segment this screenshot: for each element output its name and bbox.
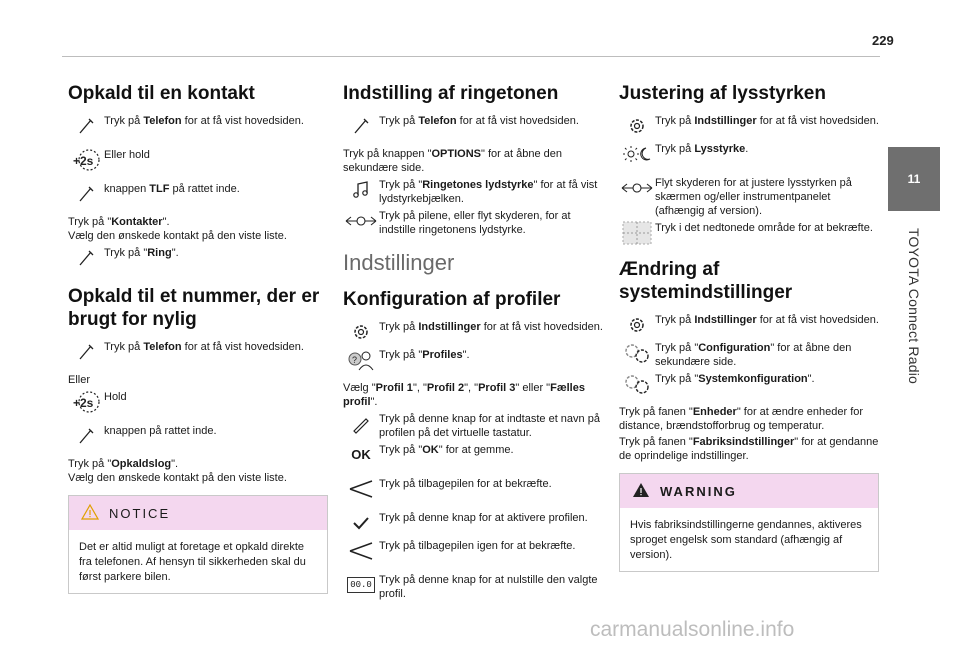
slider-arrows-icon: [619, 175, 655, 201]
svg-text:+2s: +2s: [73, 154, 94, 168]
paragraph: Tryk på "Kontakter". Vælg den ønskede kontakt på den viste liste.: [68, 216, 287, 242]
paragraph: Tryk på fanen "Fabriksindstillinger" for at gendanne de oprindelige indstillinger.: [619, 436, 879, 462]
step-row: Tryk på denne knap for at indtaste et navn på profilen på det virtuelle tastatur.: [343, 411, 603, 440]
chapter-label: [888, 228, 940, 408]
phone-handset-icon: [68, 339, 104, 365]
step-row: Tryk på Indstillinger for at få vist hovedsiden.: [343, 319, 603, 345]
music-note-icon: [343, 177, 379, 203]
step-row: Tryk på "Systemkonfiguration".: [619, 371, 879, 397]
top-divider: [62, 56, 880, 57]
step-row: Tryk på Telefon for at få vist hovedsiden.: [68, 339, 328, 365]
step-row: Tryk på Indstillinger for at få vist hovedsiden.: [619, 113, 879, 139]
warning-box: [619, 473, 879, 572]
paragraph: Tryk på fanen "Enheder" for at ændre enheder for distance, brændstofforbrug og temperatur.: [619, 406, 864, 432]
profiles-icon: [343, 347, 379, 373]
phone-handset-icon: [68, 423, 104, 449]
step-row: Tryk på "Ring".: [68, 245, 328, 271]
heading-brightness: Justering af lysstyrken: [619, 83, 826, 104]
step-row: Tryk på "Ringetones lydstyrke" for at få vist lydstyrkebjælken.: [343, 177, 603, 206]
phone-handset-icon: [68, 113, 104, 139]
back-arrow-icon: [343, 476, 379, 502]
step-row: +2s Hold: [68, 389, 328, 415]
column-3: [619, 82, 879, 572]
paragraph: Vælg "Profil 1", "Profil 2", "Profil 3" eller "Fælles profil".: [343, 382, 585, 408]
press-2s-icon: [68, 389, 104, 415]
gears-icon: [619, 371, 655, 397]
brightness-icon: [619, 141, 655, 167]
chapter-title: TOYOTA Connect Radio: [906, 228, 922, 384]
notice-box: [68, 495, 328, 594]
step-row: Tryk på "Configuration" for at åbne den sekundære side.: [619, 340, 879, 369]
notice-body: Det er altid muligt at foretage et opkald direkte fra telefonen. Af hensyn til sikkerheden skal du først parkere bilen.: [79, 541, 306, 583]
warning-title: WARNING: [660, 483, 737, 499]
heading-settings: Indstillinger: [343, 250, 455, 275]
step-row: Tryk i det nedtonede område for at bekræfte.: [619, 220, 879, 246]
step-row: Flyt skyderen for at justere lysstyrken på skærmen og/eller instrumentpanelet (afhængig af version).: [619, 175, 879, 218]
phone-handset-icon: [68, 181, 104, 207]
pencil-icon: [343, 411, 379, 437]
warning-header: [620, 474, 878, 508]
gears-icon: [619, 340, 655, 366]
checkmark-icon: [343, 510, 379, 536]
step-row: Tryk på Telefon for at få vist hovedsiden.: [343, 113, 603, 139]
step-row: Tryk på Lysstyrke.: [619, 141, 879, 167]
dimmed-area-icon: [619, 220, 655, 246]
step-row: Tryk på pilene, eller flyt skyderen, for at indstille ringetonens lydstyrke.: [343, 208, 603, 237]
gear-icon: [619, 312, 655, 338]
heading-recent-number: Opkald til et nummer, der er brugt for nylig: [68, 286, 320, 330]
step-row: OK Tryk på "OK" for at gemme.: [343, 442, 603, 468]
gear-icon: [619, 113, 655, 139]
warning-body: Hvis fabriksindstillingerne gendannes, aktiveres sproget engelsk som standard (afhængig af version).: [630, 519, 862, 561]
warning-triangle-icon: [632, 482, 650, 501]
step-row: ? Tryk på "Profiles".: [343, 347, 603, 373]
heading-system-settings: Ændring af systemindstillinger: [619, 259, 793, 303]
notice-title: NOTICE: [109, 505, 171, 521]
step-row: Tryk på Telefon for at få vist hovedsiden.: [68, 113, 328, 139]
slider-arrows-icon: [343, 208, 379, 234]
notice-header: [69, 496, 327, 530]
column-1: [68, 82, 328, 594]
step-row: knappen TLF på rattet inde.: [68, 181, 328, 207]
paragraph: Tryk på knappen "OPTIONS" for at åbne den sekundære side.: [343, 148, 562, 174]
back-arrow-icon: [343, 538, 379, 564]
svg-text:?: ?: [352, 355, 358, 365]
chapter-tab: 11: [888, 147, 940, 211]
ok-icon: OK: [351, 447, 371, 462]
warning-triangle-icon: [81, 504, 99, 523]
heading-call-contact: Opkald til en kontakt: [68, 83, 255, 104]
phone-handset-icon: [343, 113, 379, 139]
step-row: Tryk på Indstillinger for at få vist hovedsiden.: [619, 312, 879, 338]
heading-ringtone: Indstilling af ringetonen: [343, 83, 559, 104]
page-number: 229: [872, 33, 894, 48]
step-row: Tryk på tilbagepilen for at bekræfte.: [343, 476, 603, 502]
step-row: knappen på rattet inde.: [68, 423, 328, 449]
paragraph: Eller: [68, 374, 91, 386]
svg-text:+2s: +2s: [73, 396, 94, 410]
heading-profiles: Konfiguration af profiler: [343, 289, 561, 310]
press-2s-icon: [68, 147, 104, 173]
reset-icon: 00.0: [343, 572, 379, 598]
step-row: Tryk på tilbagepilen igen for at bekræfte.: [343, 538, 603, 564]
step-row: 00.0 Tryk på denne knap for at nulstille den valgte profil.: [343, 572, 603, 601]
step-row: Tryk på denne knap for at aktivere profilen.: [343, 510, 603, 536]
step-row: +2s Eller hold: [68, 147, 328, 173]
watermark: carmanualsonline.info: [590, 618, 795, 641]
gear-icon: [343, 319, 379, 345]
phone-handset-icon: [68, 245, 104, 271]
column-2: [343, 82, 603, 609]
paragraph: Tryk på "Opkaldslog". Vælg den ønskede kontakt på den viste liste.: [68, 458, 287, 484]
